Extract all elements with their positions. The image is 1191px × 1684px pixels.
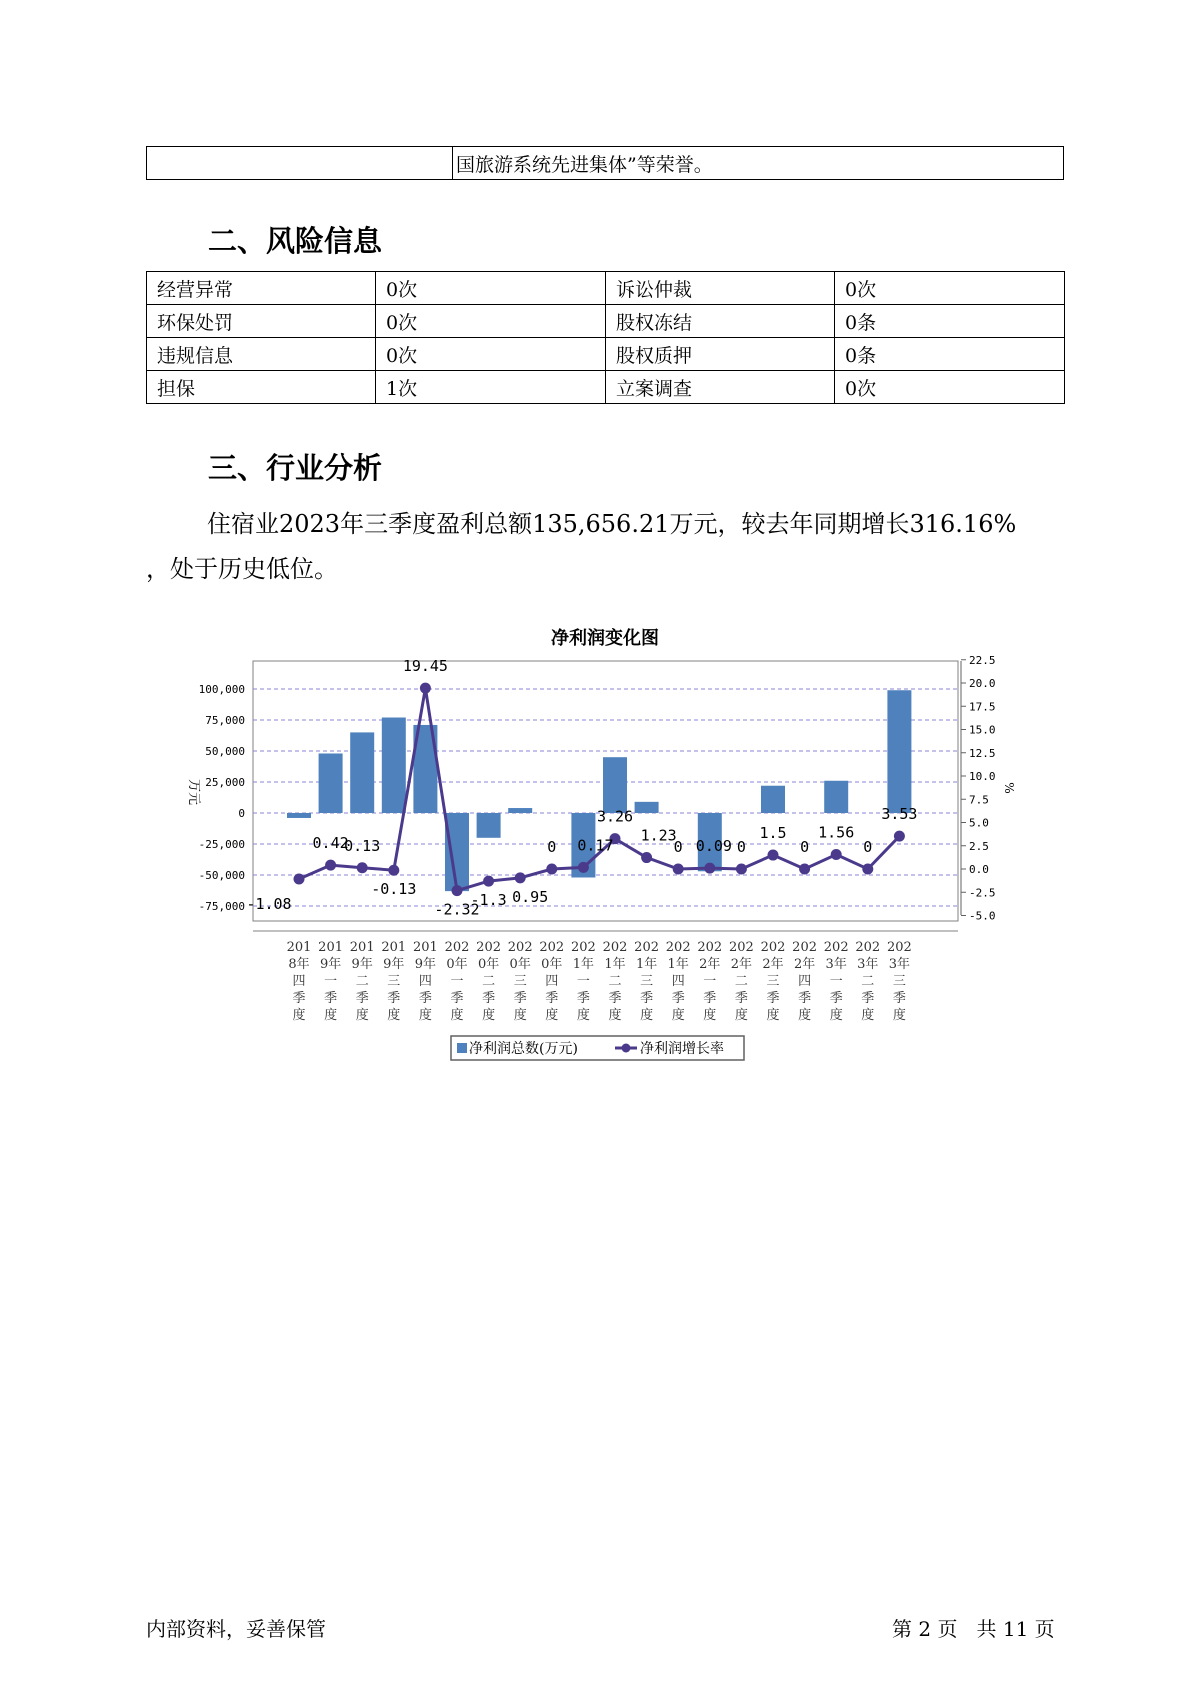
legend-bar-label: 净利润总数(万元) — [469, 1041, 578, 1057]
x-tick-label: 201 9年二季度 — [349, 940, 375, 1023]
x-tick-label: 201 9年三季度 — [381, 940, 407, 1023]
chart-title: 净利润变化图 — [551, 628, 659, 649]
growth-point — [357, 862, 368, 873]
y2-axis-title: % — [1002, 782, 1016, 794]
growth-point — [704, 863, 715, 874]
growth-data-label: 0.13 — [344, 836, 381, 855]
x-tick-label: 201 9年四季度 — [412, 940, 438, 1023]
y2-tick-label: 10.0 — [969, 770, 996, 783]
growth-point — [641, 852, 652, 863]
growth-point — [736, 864, 747, 875]
legend-bar-swatch — [457, 1043, 467, 1053]
growth-point — [768, 850, 779, 861]
growth-data-label: 0 — [547, 838, 557, 856]
growth-data-label: 3.53 — [881, 805, 918, 824]
x-tick-label: 202 1年四季度 — [665, 940, 691, 1023]
growth-data-label: 0 — [800, 838, 810, 856]
risk-item-label: 立案调查 — [606, 371, 835, 404]
y2-tick-label: 12.5 — [969, 746, 996, 760]
y-tick-label: 75,000 — [205, 714, 245, 727]
bar — [445, 813, 469, 891]
growth-data-label: 0.17 — [577, 836, 614, 855]
risk-item-label: 担保 — [147, 371, 376, 404]
growth-point — [325, 860, 336, 871]
analysis-paragraph-line1: 住宿业2023年三季度盈利总额135,656.21万元，较去年同期增长316.16% — [207, 510, 1017, 538]
legend-line-label: 净利润增长率 — [640, 1041, 724, 1057]
risk-item-label: 诉讼仲裁 — [606, 272, 835, 305]
x-tick-label: 202 0年二季度 — [476, 940, 502, 1023]
risk-item-value: 1次 — [376, 371, 606, 404]
risk-item-value: 0次 — [835, 272, 1065, 305]
x-tick-label: 202 0年四季度 — [539, 940, 565, 1023]
y2-tick-label: -2.5 — [969, 886, 996, 900]
legend-line-marker — [622, 1044, 631, 1053]
growth-point — [546, 864, 557, 875]
growth-data-label: 19.45 — [402, 657, 448, 676]
y-axis-title: 万元 — [186, 778, 201, 806]
growth-point — [515, 872, 526, 883]
risk-item-label: 违规信息 — [147, 338, 376, 371]
risk-item-value: 0条 — [835, 338, 1065, 371]
growth-point — [452, 885, 463, 896]
bar — [508, 808, 532, 813]
risk-item-label: 环保处罚 — [147, 305, 376, 338]
bar — [635, 802, 659, 813]
y-tick-label: -75,000 — [198, 900, 245, 913]
x-tick-label: 202 2年二季度 — [728, 940, 754, 1023]
x-tick-label: 202 2年三季度 — [760, 940, 786, 1023]
footer-left: 内部资料，妥善保管 — [146, 1617, 326, 1641]
y2-tick-label: 2.5 — [969, 839, 989, 853]
growth-data-label: -1.08 — [246, 895, 292, 914]
y2-tick-label: 17.5 — [969, 700, 996, 714]
x-tick-label: 201 8年四季度 — [286, 940, 312, 1023]
y2-tick-label: 22.5 — [969, 653, 996, 667]
section2-heading: 二、风险信息 — [208, 224, 383, 258]
section3-heading: 三、行业分析 — [208, 451, 383, 485]
x-tick-label: 202 1年一季度 — [570, 940, 596, 1023]
y-tick-label: 0 — [238, 807, 245, 820]
y-tick-label: -25,000 — [198, 838, 245, 851]
bar — [350, 732, 374, 813]
x-tick-label: 202 0年三季度 — [507, 940, 533, 1023]
bar — [319, 753, 343, 813]
y-tick-label: 50,000 — [205, 745, 245, 758]
growth-data-label: -0.13 — [371, 880, 417, 899]
growth-data-label: 1.5 — [759, 824, 787, 843]
risk-item-label: 股权质押 — [606, 338, 835, 371]
growth-point — [420, 683, 431, 694]
analysis-paragraph-line2: ，处于历史低位。 — [146, 555, 338, 583]
growth-point — [483, 876, 494, 887]
growth-point — [578, 862, 589, 873]
y2-tick-label: 0.0 — [969, 863, 989, 876]
growth-data-label: -2.32 — [434, 900, 480, 919]
footer-page-number: 第 2 页 共 11 页 — [892, 1617, 1055, 1641]
growth-data-label: 3.26 — [596, 807, 634, 826]
growth-point — [673, 864, 684, 875]
growth-data-label: 0 — [673, 838, 683, 856]
growth-point — [894, 831, 905, 842]
bar — [761, 786, 785, 813]
y-tick-label: 25,000 — [205, 776, 245, 789]
y-tick-label: -50,000 — [198, 869, 245, 882]
bar — [887, 690, 911, 813]
risk-item-value: 0次 — [835, 371, 1065, 404]
y2-tick-label: 15.0 — [969, 723, 996, 737]
growth-point — [388, 865, 399, 876]
growth-point — [831, 849, 842, 860]
growth-data-label: 0.09 — [695, 837, 732, 856]
growth-data-label: 1.56 — [818, 823, 855, 842]
bar — [477, 813, 501, 838]
risk-item-value: 0次 — [376, 338, 606, 371]
bar — [382, 718, 406, 813]
growth-point — [862, 864, 873, 875]
x-tick-label: 202 3年三季度 — [886, 940, 912, 1023]
growth-data-label: -1.3 — [470, 891, 507, 910]
y2-tick-label: 5.0 — [969, 816, 989, 830]
x-tick-label: 202 3年一季度 — [823, 940, 849, 1023]
growth-data-label: 0 — [736, 838, 746, 856]
bar — [287, 813, 311, 818]
growth-data-label: 0 — [863, 838, 873, 856]
growth-data-label: 0.95 — [512, 887, 549, 906]
risk-item-label: 股权冻结 — [606, 305, 835, 338]
y2-tick-label: -5.0 — [969, 909, 996, 923]
x-tick-label: 201 9年一季度 — [318, 940, 344, 1023]
x-tick-label: 202 1年二季度 — [602, 940, 628, 1023]
x-tick-label: 202 0年一季度 — [444, 940, 470, 1023]
x-tick-label: 202 3年二季度 — [855, 940, 881, 1023]
risk-item-value: 0条 — [835, 305, 1065, 338]
x-tick-label: 202 2年四季度 — [792, 940, 818, 1023]
risk-item-value: 0次 — [376, 305, 606, 338]
growth-point — [294, 874, 305, 885]
y2-tick-label: 20.0 — [969, 677, 996, 690]
previous-table-right-cell: 国旅游系统先进集体”等荣誉。 — [453, 147, 1064, 180]
bar — [824, 781, 848, 813]
growth-point — [799, 864, 810, 875]
growth-data-label: 1.23 — [640, 826, 677, 845]
bar — [603, 757, 627, 813]
y-tick-label: 100,000 — [198, 683, 245, 696]
x-tick-label: 202 2年一季度 — [697, 940, 723, 1023]
risk-item-value: 0次 — [376, 272, 606, 305]
growth-data-label: 0.42 — [312, 834, 349, 853]
risk-item-label: 经营异常 — [147, 272, 376, 305]
x-tick-label: 202 1年三季度 — [634, 940, 660, 1023]
y2-tick-label: 7.5 — [969, 793, 989, 807]
